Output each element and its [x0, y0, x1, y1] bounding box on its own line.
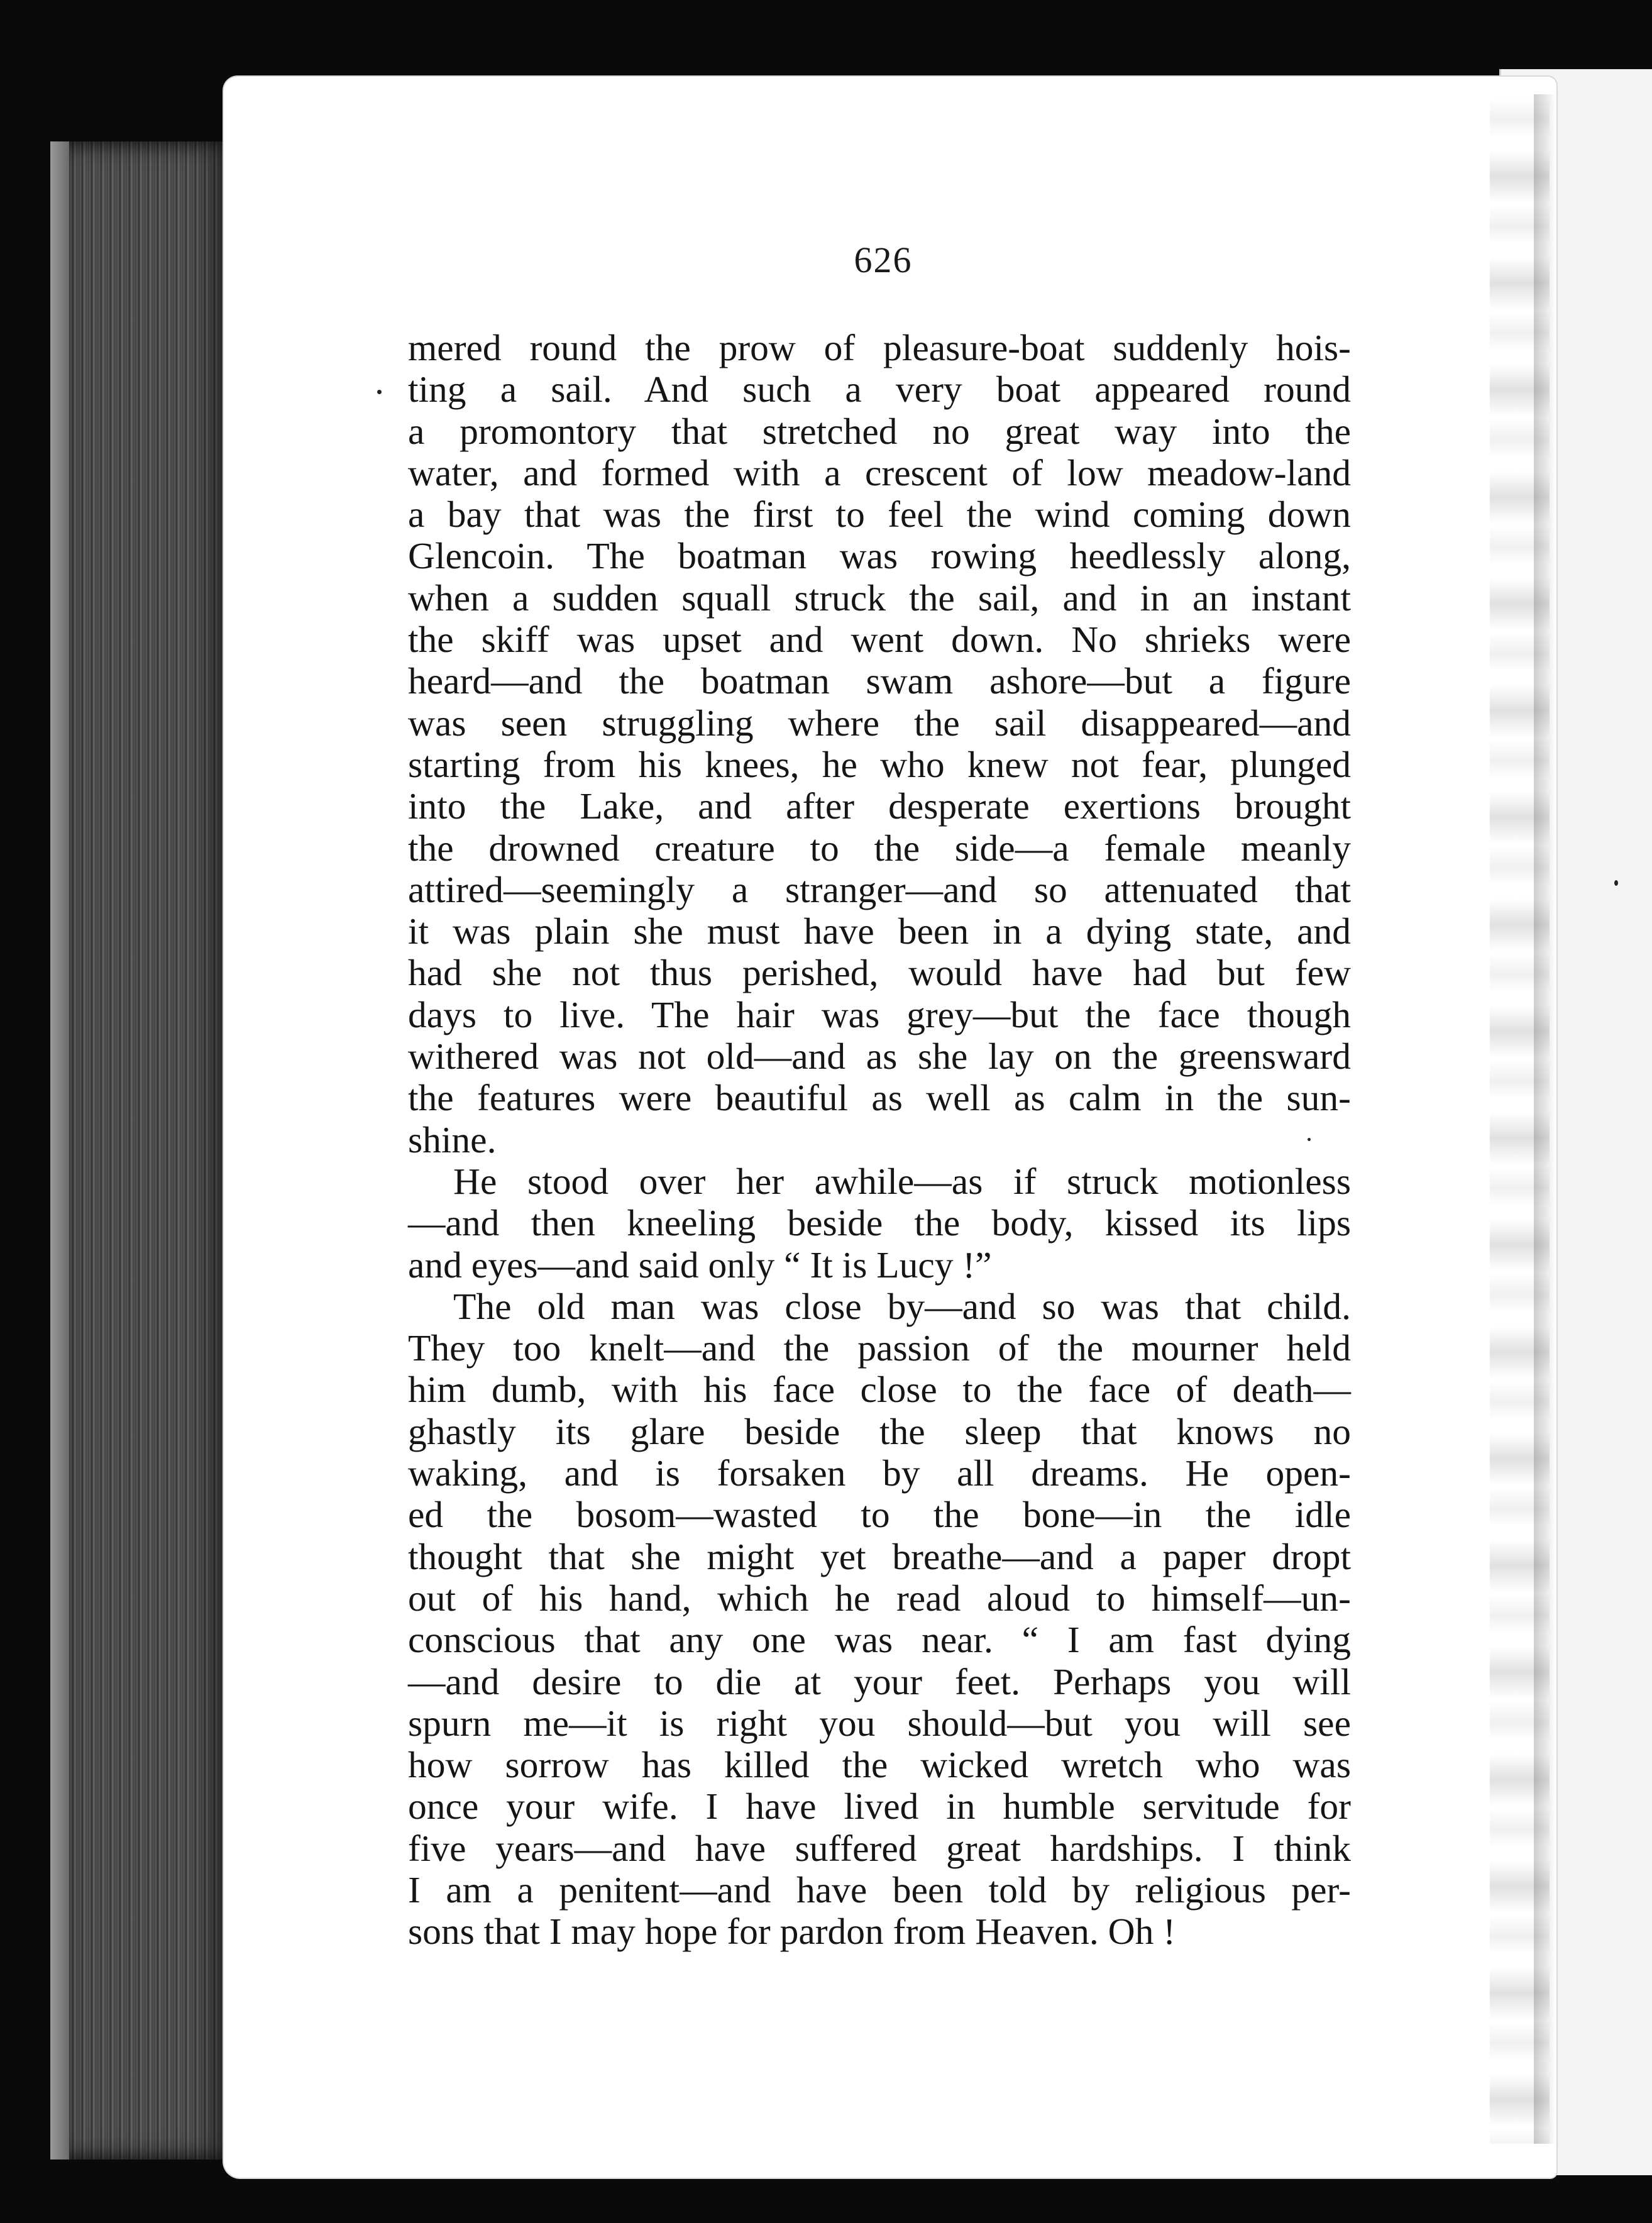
- text-line: sons that I may hope for pardon from Heaven. Oh !: [408, 1911, 1176, 1953]
- text-line: ed the bosom—wasted to the bone—in the idle: [408, 1494, 1351, 1536]
- text-line: how sorrow has killed the wicked wretch who was: [408, 1744, 1351, 1786]
- text-line: a bay that was the first to feel the wind coming down: [408, 494, 1351, 536]
- text-line: —and then kneeling beside the body, kissed its lips: [408, 1202, 1351, 1244]
- paragraph: [408, 327, 1351, 1161]
- text-line: days to live. The hair was grey—but the face though: [408, 993, 1351, 1035]
- text-line: five years—and have suffered great hardships. I think: [408, 1827, 1351, 1869]
- text-line: it was plain she must have been in a dying state, and: [408, 910, 1351, 952]
- text-line: the drowned creature to the side—a female meanly: [408, 827, 1351, 869]
- book-edge-highlight: [50, 141, 69, 2160]
- text-line: him dumb, with his face close to the face of death—: [408, 1369, 1351, 1411]
- text-line: when a sudden squall struck the sail, and in an instant: [408, 576, 1351, 619]
- text-line: starting from his knees, he who knew not fear, plunged: [408, 743, 1351, 785]
- page-number: 626: [854, 240, 913, 280]
- text-line: spurn me—it is right you should—but you will see: [408, 1702, 1351, 1744]
- text-line: He stood over her awhile—as if struck motionless: [453, 1160, 1351, 1202]
- text-line: was seen struggling where the sail disappeared—and: [408, 702, 1351, 744]
- text-line: I am a penitent—and have been told by religious per-: [408, 1868, 1351, 1911]
- text-line: the skiff was upset and went down. No shrieks were: [408, 619, 1351, 661]
- text-line: heard—and the boatman swam ashore—but a figure: [408, 660, 1351, 702]
- text-line: ting a sail. And such a very boat appeared round: [408, 368, 1351, 411]
- book-page-block: [50, 141, 233, 2160]
- text-line: thought that she might yet breathe—and a paper dropt: [408, 1535, 1351, 1577]
- text-line: and eyes—and said only “ It is Lucy !”: [408, 1244, 992, 1286]
- text-line: ghastly its glare beside the sleep that knows no: [408, 1410, 1351, 1452]
- text-line: Glencoin. The boatman was rowing heedlessly along,: [408, 535, 1351, 577]
- text-line: the features were beautiful as well as calm in the sun-: [408, 1077, 1351, 1119]
- text-line: withered was not old—and as she lay on the greensward: [408, 1035, 1351, 1078]
- body-text: [408, 327, 1351, 1953]
- text-line: once your wife. I have lived in humble servitude for: [408, 1785, 1351, 1828]
- text-line: The old man was close by—and so was that child.: [453, 1285, 1351, 1327]
- print-speck: [1614, 880, 1618, 886]
- text-line: had she not thus perished, would have had but few: [408, 952, 1351, 994]
- text-line: conscious that any one was near. “ I am fast dying: [408, 1619, 1351, 1661]
- text-line: into the Lake, and after desperate exertions brought: [408, 785, 1351, 827]
- print-speck: [377, 390, 382, 394]
- text-line: out of his hand, which he read aloud to himself—un-: [408, 1577, 1351, 1619]
- text-line: water, and formed with a crescent of low meadow-land: [408, 451, 1351, 494]
- text-line: shine.: [408, 1118, 497, 1161]
- paragraph: [408, 1161, 1351, 1286]
- print-speck: [1308, 1138, 1311, 1141]
- text-line: a promontory that stretched no great way into the: [408, 410, 1351, 452]
- text-line: waking, and is forsaken by all dreams. He open-: [408, 1452, 1351, 1494]
- text-line: attired—seemingly a stranger—and so attenuated that: [408, 868, 1351, 910]
- gutter-shadow: [1534, 94, 1556, 2144]
- text-line: —and desire to die at your feet. Perhaps you will: [408, 1660, 1351, 1702]
- paragraph: [408, 1286, 1351, 1953]
- text-line: They too knelt—and the passion of the mourner held: [408, 1327, 1351, 1369]
- text-line: mered round the prow of pleasure-boat suddenly hois-: [408, 327, 1351, 368]
